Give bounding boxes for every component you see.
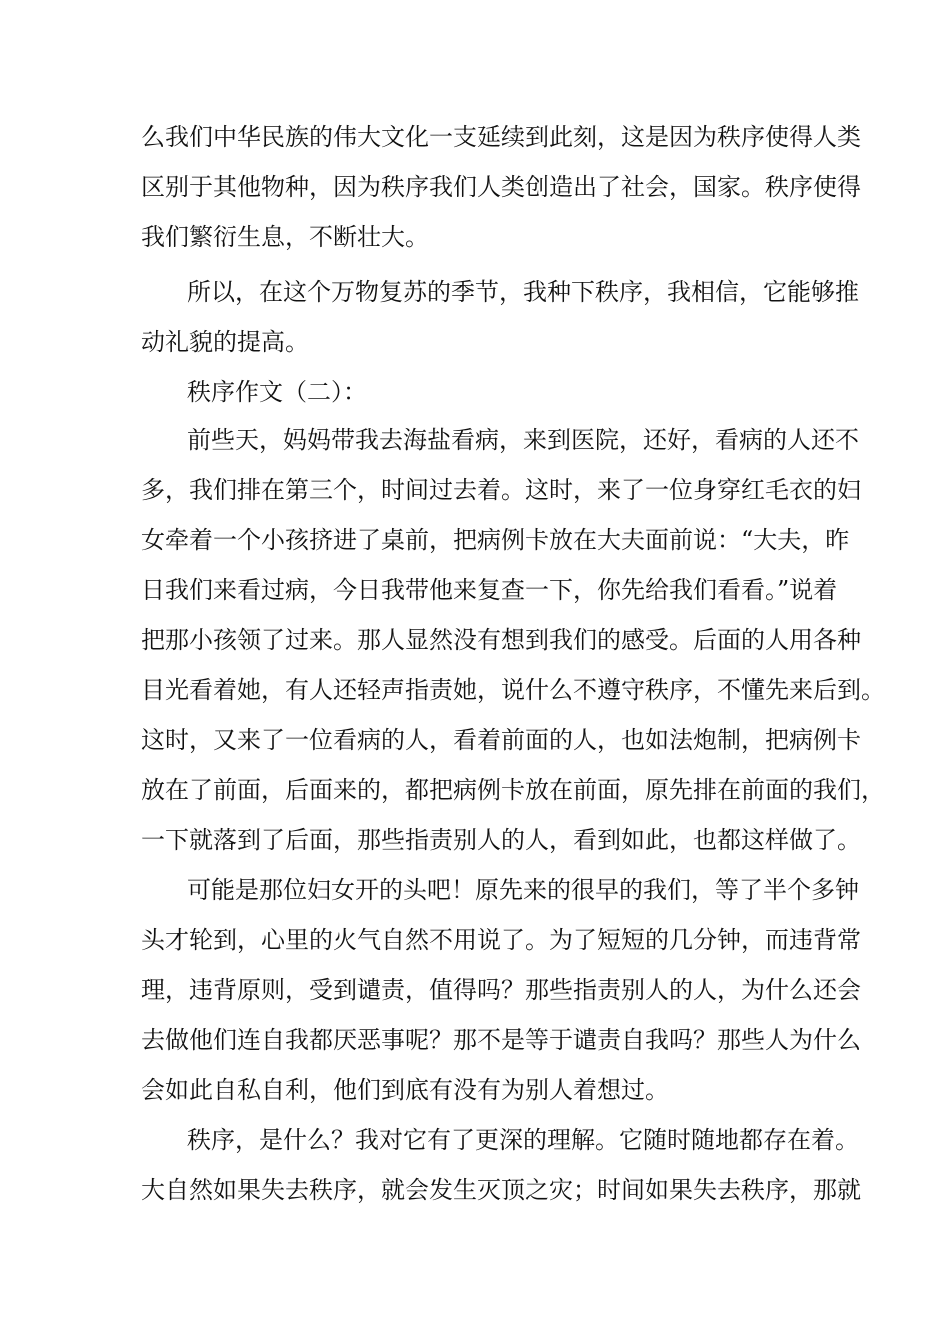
text-line: 女牵着一个小孩挤进了桌前，把病例卡放在大夫面前说：“大夫，昨 [141, 526, 850, 554]
text-line: 理，违背原则，受到谴责，值得吗？那些指责别人的人，为什么还会 [141, 976, 861, 1004]
text-line: 动礼貌的提高。 [141, 328, 309, 356]
text-line: 我们繁衍生息，不断壮大。 [141, 223, 429, 251]
section-heading: 秩序作文（二）： [187, 378, 367, 406]
text-line: 把那小孩领了过来。那人显然没有想到我们的感受。后面的人用各种 [141, 626, 861, 654]
text-line: 一下就落到了后面，那些指责别人的人，看到如此，也都这样做了。 [141, 826, 861, 854]
text-line: 这时，又来了一位看病的人，看着前面的人，也如法炮制，把病例卡 [141, 726, 861, 754]
paragraph-first-line: 可能是那位妇女开的头吧！原先来的很早的我们，等了半个多钟 [187, 876, 859, 904]
text-line: 去做他们连自我都厌恶事呢？那不是等于谴责自我吗？那些人为什么 [141, 1026, 861, 1054]
text-line: 日我们来看过病，今日我带他来复查一下，你先给我们看看。”说着 [141, 576, 838, 604]
text-line: 目光看着她，有人还轻声指责她，说什么不遵守秩序，不懂先来后到。 [141, 676, 885, 704]
text-line: 大自然如果失去秩序，就会发生灭顶之灾；时间如果失去秩序，那就 [141, 1176, 861, 1204]
paragraph-first-line: 秩序，是什么？我对它有了更深的理解。它随时随地都存在着。 [187, 1126, 859, 1154]
text-line: 区别于其他物种，因为秩序我们人类创造出了社会，国家。秩序使得 [141, 173, 861, 201]
text-line: 头才轮到，心里的火气自然不用说了。为了短短的几分钟，而违背常 [141, 926, 861, 954]
paragraph-first-line: 所以，在这个万物复苏的季节，我种下秩序，我相信，它能够推 [187, 278, 859, 306]
text-line: 会如此自私自利，他们到底有没有为别人着想过。 [141, 1076, 669, 1104]
text-line: 多，我们排在第三个，时间过去着。这时，来了一位身穿红毛衣的妇 [141, 476, 861, 504]
text-line: 放在了前面，后面来的，都把病例卡放在前面，原先排在前面的我们， [141, 776, 885, 804]
paragraph-first-line: 前些天，妈妈带我去海盐看病，来到医院，还好，看病的人还不 [187, 426, 859, 454]
text-line: 么我们中华民族的伟大文化一支延续到此刻，这是因为秩序使得人类 [141, 123, 861, 151]
